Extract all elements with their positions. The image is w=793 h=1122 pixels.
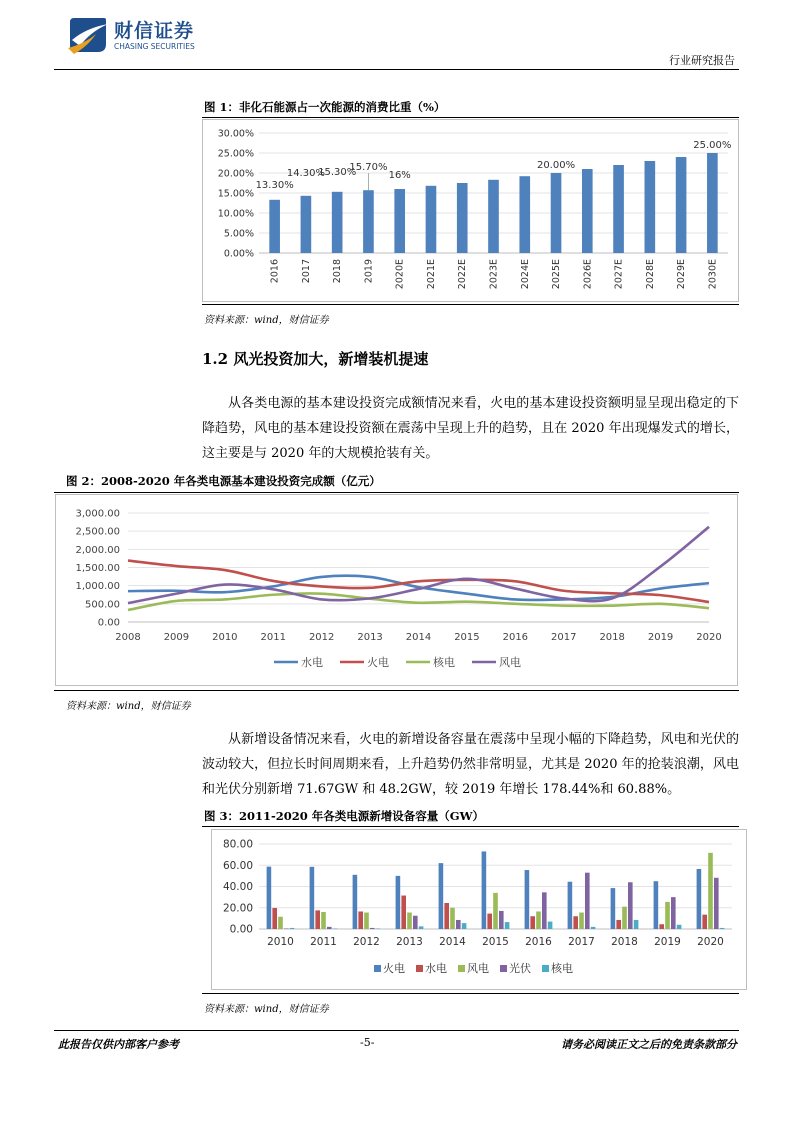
fig3-x-tick: 2016 bbox=[525, 936, 552, 948]
fig1-bar bbox=[551, 173, 562, 253]
fig1-chart-box bbox=[202, 119, 739, 302]
fig2-x-tick: 2009 bbox=[163, 632, 190, 643]
fig1-x-tick: 2029E bbox=[676, 259, 688, 290]
footer-rule bbox=[54, 1030, 739, 1031]
fig3-top-rule bbox=[202, 826, 739, 827]
fig3-bar-光伏 bbox=[456, 920, 461, 929]
logo-cn: 财信证券 bbox=[114, 20, 195, 42]
fig1-x-tick: 2023E bbox=[488, 259, 500, 290]
fig3-x-tick: 2014 bbox=[439, 936, 466, 948]
fig3-x-tick: 2018 bbox=[611, 936, 638, 948]
fig1-bar bbox=[645, 161, 656, 253]
fig1-x-tick: 2016 bbox=[269, 259, 281, 284]
fig2-x-tick: 2020 bbox=[696, 632, 722, 643]
fig1-x-tick: 2020E bbox=[394, 259, 406, 290]
fig3-bar-风电 bbox=[536, 911, 541, 929]
fig3-bar-火电 bbox=[353, 875, 358, 929]
fig1-y-tick: 5.00% bbox=[223, 228, 254, 240]
fig1-x-tick: 2025E bbox=[551, 259, 563, 290]
fig2-legend-label: 水电 bbox=[301, 656, 323, 669]
fig3-bar-火电 bbox=[310, 867, 315, 929]
fig2-y-tick: 2,000.00 bbox=[75, 544, 120, 556]
fig2-y-tick: 0.00 bbox=[97, 617, 120, 629]
fig1-y-tick: 10.00% bbox=[217, 208, 254, 220]
fig2-y-tick: 500.00 bbox=[85, 599, 120, 611]
fig1-x-tick: 2018 bbox=[332, 259, 344, 284]
fig1-x-tick: 2019 bbox=[363, 259, 375, 284]
fig2-title: 图 2：2008-2020 年各类电源基本建设投资完成额（亿元） bbox=[66, 474, 381, 488]
logo-en: CHASING SECURITIES bbox=[114, 42, 195, 51]
fig3-bar-核电 bbox=[548, 922, 553, 929]
fig3-bar-火电 bbox=[439, 863, 444, 929]
fig3-bar-风电 bbox=[407, 913, 412, 929]
fig1-bar bbox=[426, 186, 437, 253]
fig1-title: 图 1：非化石能源占一次能源的消费比重（%） bbox=[204, 100, 446, 114]
fig3-bar-水电 bbox=[659, 924, 664, 929]
fig3-bar-水电 bbox=[573, 916, 578, 929]
fig3-legend-label: 风电 bbox=[467, 962, 489, 975]
fig3-y-tick: 40.00 bbox=[222, 881, 253, 893]
fig3-bar-核电 bbox=[290, 928, 295, 929]
fig3-x-tick: 2012 bbox=[353, 936, 380, 948]
fig3-bar-光伏 bbox=[413, 916, 418, 929]
fig3-legend-swatch bbox=[416, 965, 423, 972]
fig1-bar bbox=[488, 180, 499, 253]
fig2-bottom-rule bbox=[54, 690, 739, 691]
fig1-bar bbox=[582, 169, 593, 253]
fig3-legend-swatch bbox=[542, 965, 549, 972]
page-number: -5- bbox=[360, 1036, 375, 1049]
fig3-bar-水电 bbox=[616, 920, 621, 929]
fig3-bar-核电 bbox=[505, 922, 510, 929]
doc-type: 行业研究报告 bbox=[669, 54, 735, 67]
fig1-bar bbox=[269, 200, 280, 253]
fig1-data-label: 13.30% bbox=[255, 179, 294, 191]
fig3-bar-光伏 bbox=[370, 928, 375, 929]
fig3-legend-label: 光伏 bbox=[509, 962, 531, 975]
fig3-bar-火电 bbox=[525, 870, 530, 929]
fig3-legend-swatch bbox=[458, 965, 465, 972]
fig3-bar-水电 bbox=[444, 903, 449, 929]
fig3-bar-风电 bbox=[622, 907, 627, 929]
fig1-bar bbox=[613, 165, 624, 253]
fig3-bottom-rule bbox=[202, 993, 739, 994]
fig3-y-tick: 0.00 bbox=[229, 923, 253, 936]
fig1-bar bbox=[363, 190, 374, 253]
fig3-bar-风电 bbox=[493, 893, 498, 929]
fig3-bar-风电 bbox=[278, 917, 283, 929]
fig2-y-tick: 2,500.00 bbox=[75, 526, 120, 538]
fig3-bar-光伏 bbox=[327, 927, 332, 929]
fig3-bar-核电 bbox=[333, 928, 338, 929]
fig3-legend-swatch bbox=[500, 965, 507, 972]
fig3-bar-火电 bbox=[568, 882, 573, 929]
fig3-bar-火电 bbox=[611, 888, 616, 929]
fig3-bar-光伏 bbox=[499, 911, 504, 929]
fig1-bar bbox=[676, 157, 687, 253]
fig2-x-tick: 2011 bbox=[260, 632, 286, 643]
fig2-y-tick: 1,000.00 bbox=[75, 581, 120, 593]
fig3-bar-核电 bbox=[677, 925, 682, 929]
fig3-title: 图 3：2011-2020 年各类电源新增设备容量（GW） bbox=[204, 809, 485, 823]
fig1-y-tick: 30.00% bbox=[217, 128, 254, 140]
fig3-x-tick: 2011 bbox=[310, 936, 337, 948]
fig1-bottom-rule bbox=[202, 304, 739, 305]
fig3-bar-光伏 bbox=[628, 882, 633, 929]
fig1-y-tick: 15.00% bbox=[217, 188, 254, 200]
fig1-bar bbox=[707, 153, 718, 253]
fig3-x-tick: 2013 bbox=[396, 936, 423, 948]
fig1-bar bbox=[519, 176, 530, 253]
fig2-x-tick: 2019 bbox=[647, 632, 674, 643]
fig3-bar-风电 bbox=[665, 902, 670, 929]
fig3-y-tick: 80.00 bbox=[222, 838, 253, 851]
fig3-bar-火电 bbox=[396, 876, 401, 929]
paragraph-2: 从新增设备情况来看，火电的新增设备容量在震荡中呈现小幅的下降趋势，风电和光伏的波动较大，但拉长时间周期来看，上升趋势仍然非常明显，尤其是 2020 年的抢装浪潮，风电和光伏分别新增 71.67GW 和 48.2GW，较 2019 年增长 178.44%和 60.88%。 bbox=[202, 732, 739, 797]
fig2-x-tick: 2017 bbox=[551, 632, 577, 643]
fig1-bar bbox=[457, 183, 468, 253]
fig1-bar bbox=[301, 196, 312, 253]
fig2-x-tick: 2010 bbox=[212, 632, 238, 643]
fig2-legend-label: 火电 bbox=[367, 656, 389, 669]
fig1-y-tick: 25.00% bbox=[217, 148, 254, 160]
fig3-bar-核电 bbox=[591, 927, 596, 929]
fig2-legend-label: 风电 bbox=[499, 656, 521, 669]
fig1-x-tick: 2026E bbox=[582, 259, 594, 290]
fig3-bar-火电 bbox=[654, 881, 659, 929]
fig1-source: 资料来源：wind，财信证券 bbox=[204, 315, 329, 326]
fig2-chart bbox=[56, 495, 737, 685]
fig1-bar bbox=[394, 189, 405, 253]
fig2-x-tick: 2012 bbox=[308, 632, 335, 643]
fig3-x-tick: 2010 bbox=[267, 936, 294, 948]
fig1-data-label: 16% bbox=[388, 170, 411, 181]
fig3-x-tick: 2020 bbox=[697, 936, 724, 948]
fig3-bar-风电 bbox=[321, 912, 326, 929]
fig3-legend-label: 火电 bbox=[383, 962, 405, 975]
fig3-bar-光伏 bbox=[585, 873, 590, 929]
fig3-chart bbox=[212, 830, 746, 989]
fig3-bar-风电 bbox=[364, 913, 369, 929]
header-rule bbox=[54, 69, 739, 70]
fig3-y-tick: 60.00 bbox=[222, 859, 253, 872]
fig3-bar-核电 bbox=[720, 928, 725, 929]
fig1-chart bbox=[203, 120, 738, 301]
fig3-legend-label: 核电 bbox=[551, 962, 573, 975]
fig3-bar-火电 bbox=[697, 869, 702, 929]
fig3-source: 资料来源：wind，财信证券 bbox=[204, 1004, 329, 1015]
fig2-chart-box bbox=[55, 494, 738, 686]
fig3-bar-光伏 bbox=[542, 892, 547, 929]
fig3-legend-label: 水电 bbox=[425, 962, 447, 975]
fig3-bar-水电 bbox=[272, 908, 277, 929]
fig1-data-label: 15.70% bbox=[349, 162, 388, 174]
fig1-x-tick: 2017 bbox=[300, 259, 312, 284]
fig1-y-tick: 20.00% bbox=[217, 168, 254, 180]
fig3-bar-光伏 bbox=[714, 878, 719, 929]
fig3-bar-火电 bbox=[267, 867, 272, 929]
logo-mark-icon bbox=[66, 14, 110, 56]
fig3-bar-核电 bbox=[634, 920, 639, 929]
fig3-bar-水电 bbox=[401, 896, 406, 929]
fig2-legend-label: 核电 bbox=[433, 656, 455, 669]
fig3-bar-水电 bbox=[358, 911, 363, 929]
logo bbox=[66, 14, 206, 58]
fig1-x-tick: 2028E bbox=[644, 259, 656, 290]
fig1-bar bbox=[332, 192, 343, 253]
fig3-bar-风电 bbox=[450, 908, 455, 929]
footer-right: 请务必阅读正文之后的免责条款部分 bbox=[561, 1038, 737, 1051]
fig3-x-tick: 2017 bbox=[568, 936, 595, 948]
fig3-x-tick: 2015 bbox=[482, 936, 509, 948]
fig1-y-tick: 0.00% bbox=[223, 248, 254, 260]
fig3-bar-水电 bbox=[315, 910, 320, 929]
fig3-chart-box bbox=[211, 829, 747, 990]
fig1-x-tick: 2027E bbox=[613, 259, 625, 290]
footer-left: 此报告仅供内部客户参考 bbox=[58, 1038, 179, 1051]
fig1-x-tick: 2022E bbox=[457, 259, 469, 290]
fig2-x-tick: 2016 bbox=[502, 632, 529, 643]
fig1-data-label: 25.00% bbox=[693, 140, 732, 151]
fig3-y-tick: 20.00 bbox=[222, 902, 253, 915]
fig3-legend-swatch bbox=[374, 965, 381, 972]
fig2-x-tick: 2018 bbox=[599, 632, 625, 643]
fig3-bar-风电 bbox=[708, 853, 713, 929]
fig1-x-tick: 2021E bbox=[425, 259, 437, 290]
fig1-x-tick: 2024E bbox=[519, 259, 531, 290]
fig3-bar-水电 bbox=[702, 915, 707, 929]
fig3-bar-光伏 bbox=[671, 897, 676, 929]
fig3-bar-核电 bbox=[462, 923, 467, 929]
paragraph-1: 从各类电源的基本建设投资完成额情况来看，火电的基本建设投资额明显呈现出稳定的下降趋势，风电的基本建设投资额在震荡中呈现上升的趋势，且在 2020 年出现爆发式的增长，这主要是与 2020 年的大规模抢装有关。 bbox=[202, 396, 739, 461]
fig2-y-tick: 1,500.00 bbox=[75, 563, 120, 574]
fig2-x-tick: 2008 bbox=[115, 632, 141, 643]
fig1-data-label: 14.30% bbox=[286, 167, 325, 179]
section-heading: 1.2 风光投资加大，新增装机提速 bbox=[202, 350, 429, 368]
fig3-bar-核电 bbox=[419, 926, 424, 929]
fig3-bar-水电 bbox=[487, 914, 492, 929]
fig3-bar-火电 bbox=[482, 851, 487, 929]
fig3-bar-核电 bbox=[376, 928, 381, 929]
fig2-top-rule bbox=[54, 492, 739, 493]
fig3-x-tick: 2019 bbox=[654, 936, 681, 948]
fig2-y-tick: 3,000.00 bbox=[75, 508, 120, 520]
fig2-source: 资料来源：wind，财信证券 bbox=[66, 701, 191, 712]
fig1-x-tick: 2030E bbox=[707, 259, 719, 290]
fig2-x-tick: 2014 bbox=[405, 632, 432, 643]
fig2-x-tick: 2013 bbox=[357, 632, 383, 643]
fig3-bar-风电 bbox=[579, 913, 584, 929]
fig3-bar-光伏 bbox=[284, 928, 289, 929]
fig1-top-rule bbox=[202, 117, 739, 118]
fig3-bar-水电 bbox=[530, 916, 535, 929]
fig1-data-label: 20.00% bbox=[536, 160, 576, 171]
fig2-x-tick: 2015 bbox=[454, 632, 480, 643]
fig1-data-label: 15.30% bbox=[318, 166, 357, 178]
